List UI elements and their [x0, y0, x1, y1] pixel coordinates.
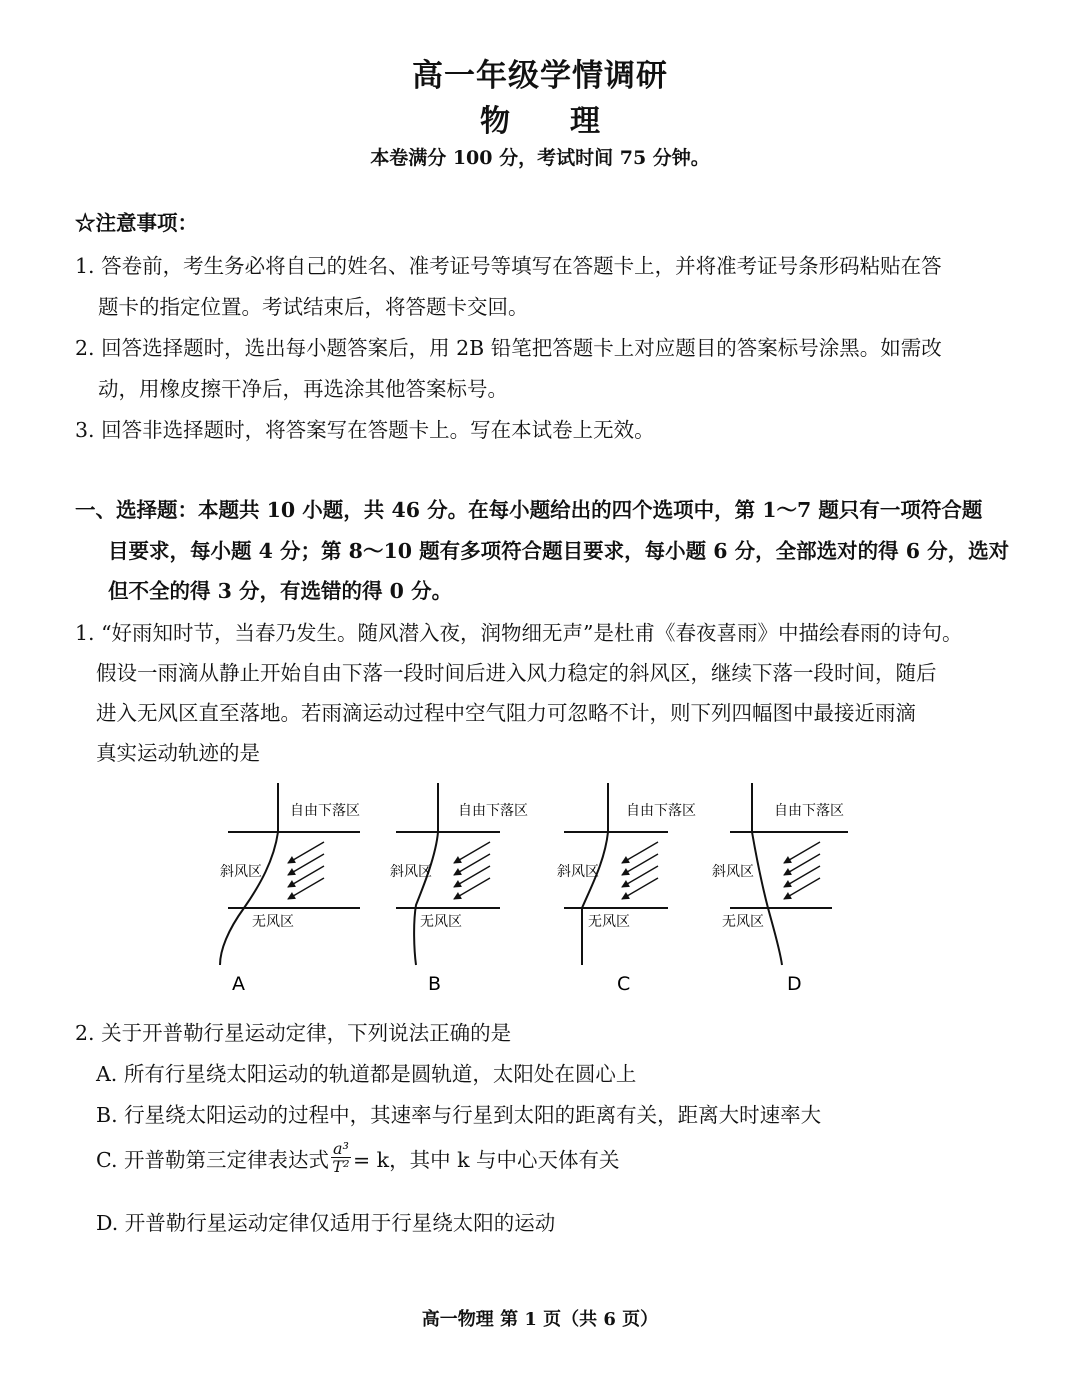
notice-item: 题卡的指定位置。考试结束后，将答题卡交回。 — [98, 295, 529, 319]
q1-stem: 进入无风区直至落地。若雨滴运动过程中空气阻力可忽略不计，则下列四幅图中最接近雨滴 — [96, 701, 916, 725]
figure-panel-a — [220, 783, 360, 995]
figure-panel-d — [712, 783, 848, 995]
option-label-c: C — [617, 973, 631, 995]
q1-stem: 假设一雨滴从静止开始自由下落一段时间后进入风力稳定的斜风区，继续下落一段时间，随后 — [96, 661, 937, 685]
zone-label: 无风区 — [252, 914, 294, 930]
section-instructions: 目要求，每小题 4 分；第 8～10 题有多项符合题目要求，每小题 6 分，全部选对的得 6 分，选对 — [108, 539, 1010, 563]
q1-figure — [200, 775, 880, 1000]
fraction-denominator: T² — [332, 1157, 350, 1176]
q1-stem: 1. “好雨知时节，当春乃发生。随风潜入夜，润物细无声”是杜甫《春夜喜雨》中描绘春雨的诗句。 — [75, 621, 963, 645]
notice-item: 3. 回答非选择题时，将答案写在答题卡上。写在本试卷上无效。 — [75, 418, 655, 442]
page-footer: 高一物理 第 1 页（共 6 页） — [421, 1309, 659, 1330]
notice-item: 动，用橡皮擦干净后，再选涂其他答案标号。 — [98, 377, 508, 401]
q2-option-c-text: C. 开普勒第三定律表达式 — [96, 1147, 329, 1172]
option-label-d: D — [787, 973, 802, 995]
zone-label: 自由下落区 — [774, 803, 844, 819]
option-label-a: A — [232, 973, 245, 995]
figure-panel-c — [557, 783, 696, 995]
zone-label: 自由下落区 — [458, 803, 528, 819]
q1-stem: 真实运动轨迹的是 — [96, 741, 260, 765]
q2-option-a: A. 所有行星绕太阳运动的轨道都是圆轨道，太阳处在圆心上 — [96, 1062, 637, 1086]
q2-option-c-text: = k，其中 k 与中心天体有关 — [352, 1147, 620, 1172]
fraction-numerator: a³ — [333, 1139, 349, 1158]
section-instructions: 但不全的得 3 分，有选错的得 0 分。 — [108, 579, 453, 603]
q2-option-d: D. 开普勒行星运动定律仅适用于行星绕太阳的运动 — [96, 1211, 556, 1235]
kepler-fraction — [331, 1140, 351, 1175]
section-instructions: 一、选择题：本题共 10 小题，共 46 分。在每小题给出的四个选项中，第 1～7 题只有一项符合题 — [75, 498, 983, 522]
zone-label: 自由下落区 — [626, 803, 696, 819]
q2-option-c — [96, 1140, 620, 1175]
zone-label: 斜风区 — [557, 864, 599, 880]
zone-label: 斜风区 — [712, 864, 754, 880]
notice-heading: ☆注意事项： — [75, 211, 198, 235]
zone-label: 斜风区 — [390, 864, 432, 880]
zone-label: 无风区 — [722, 914, 764, 930]
exam-title: 高一年级学情调研 — [412, 58, 668, 94]
notice-item: 1. 答卷前，考生务必将自己的姓名、准考证号等填写在答题卡上，并将准考证号条形码粘贴在答 — [75, 254, 942, 278]
zone-label: 无风区 — [420, 914, 462, 930]
subject-title: 物理 — [480, 104, 660, 139]
figure-panel-b — [390, 783, 528, 995]
notice-item: 2. 回答选择题时，选出每小题答案后，用 2B 铅笔把答题卡上对应题目的答案标号涂黑。如需改 — [75, 336, 942, 360]
zone-label: 无风区 — [588, 914, 630, 930]
zone-label: 自由下落区 — [290, 803, 360, 819]
option-label-b: B — [428, 973, 442, 995]
q2-option-b: B. 行星绕太阳运动的过程中，其速率与行星到太阳的距离有关，距离大时速率大 — [96, 1103, 822, 1127]
zone-label: 斜风区 — [220, 864, 262, 880]
q2-stem: 2. 关于开普勒行星运动定律，下列说法正确的是 — [75, 1021, 512, 1045]
exam-note: 本卷满分 100 分，考试时间 75 分钟。 — [370, 147, 710, 169]
